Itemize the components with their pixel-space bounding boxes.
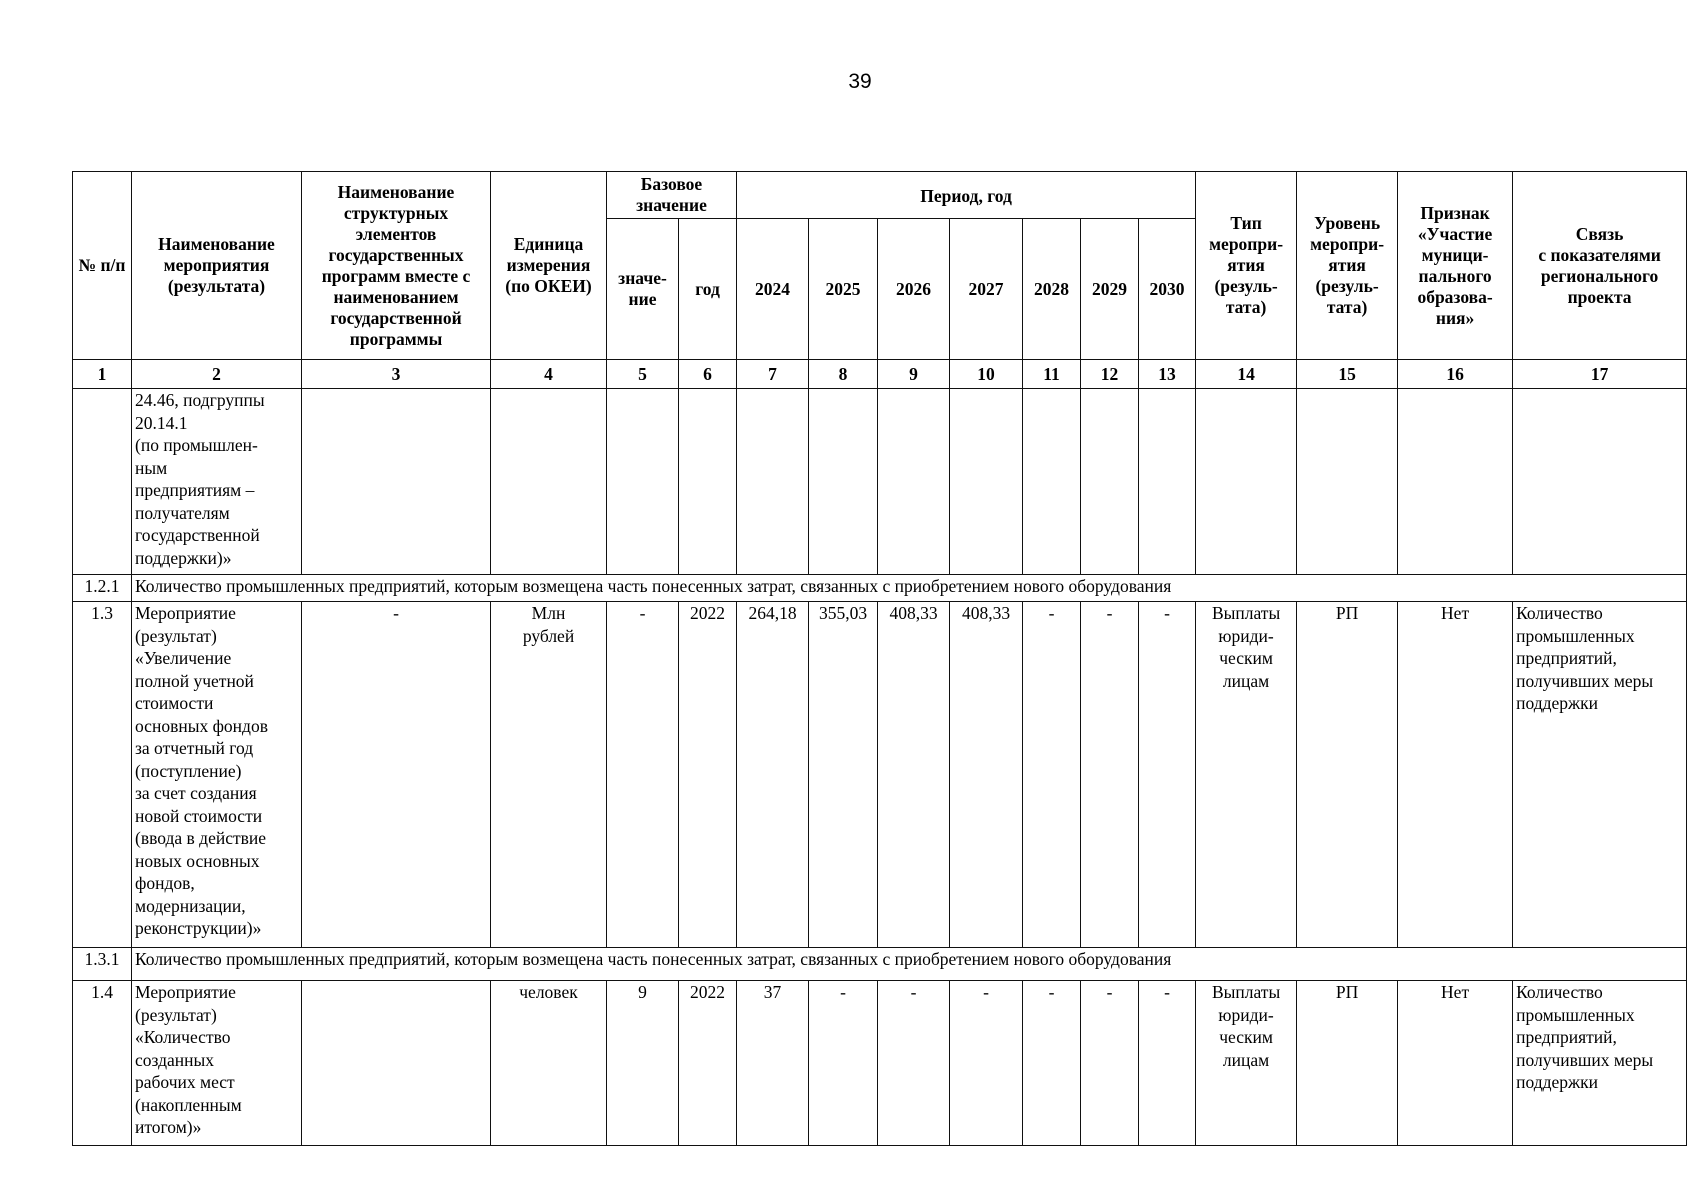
base-year: 2022 (679, 981, 737, 1146)
row-number: 1.4 (73, 981, 132, 1146)
unit-value: человек (491, 981, 607, 1146)
value-2030: - (1139, 602, 1196, 948)
header-year-2029: 2029 (1081, 219, 1139, 360)
value-2025: 355,03 (809, 602, 878, 948)
value-2024: 264,18 (737, 602, 809, 948)
column-number: 16 (1398, 360, 1513, 389)
header-measure-type: Тип меропри- ятия (резуль- тата) (1196, 172, 1297, 360)
column-number: 9 (878, 360, 950, 389)
column-number: 5 (607, 360, 679, 389)
value-2029: - (1081, 602, 1139, 948)
header-year-2026: 2026 (878, 219, 950, 360)
value-2028: - (1023, 602, 1081, 948)
column-number: 10 (950, 360, 1023, 389)
column-number: 15 (1297, 360, 1398, 389)
header-measure-level: Уровень меропри- ятия (резуль- тата) (1297, 172, 1398, 360)
header-year-2024: 2024 (737, 219, 809, 360)
header-year-2030: 2030 (1139, 219, 1196, 360)
row-number: 1.3 (73, 602, 132, 948)
header-year-2027: 2027 (950, 219, 1023, 360)
header-base-year: год (679, 219, 737, 360)
table-row-1-3 (73, 602, 1687, 948)
base-value: - (607, 602, 679, 948)
municipal-sign: Нет (1398, 602, 1513, 948)
base-value: 9 (607, 981, 679, 1146)
value-2025: - (809, 981, 878, 1146)
column-number: 8 (809, 360, 878, 389)
column-number: 2 (132, 360, 302, 389)
value-2028: - (1023, 981, 1081, 1146)
table-row-1-3-1 (73, 948, 1687, 981)
header-measure-name: Наименование мероприятия (результата) (132, 172, 302, 360)
column-number: 7 (737, 360, 809, 389)
column-number: 17 (1513, 360, 1687, 389)
column-number: 3 (302, 360, 491, 389)
measure-name: 24.46, подгруппы 20.14.1 (по промышлен- ным предприятиям – получателям государственной поддержки)» (132, 389, 302, 575)
header-year-2025: 2025 (809, 219, 878, 360)
project-link: Количество промышленных предприятий, получивших меры поддержки (1513, 602, 1687, 948)
table-row-1-4 (73, 981, 1687, 1146)
header-municipal-sign: Признак «Участие муници- пального образова- ния» (1398, 172, 1513, 360)
header-period: Период, год (737, 172, 1196, 219)
row-number: 1.2.1 (73, 575, 132, 602)
value-2026: - (878, 981, 950, 1146)
measure-level: РП (1297, 981, 1398, 1146)
value-2026: 408,33 (878, 602, 950, 948)
value-2029: - (1081, 981, 1139, 1146)
measure-name: Мероприятие (результат) «Количество созданных рабочих мест (накопленным итогом)» (132, 981, 302, 1146)
header-base-value-amount: значе- ние (607, 219, 679, 360)
column-number: 12 (1081, 360, 1139, 389)
column-number-row (73, 360, 1687, 389)
column-number: 13 (1139, 360, 1196, 389)
header-number: № п/п (73, 172, 132, 360)
measure-level: РП (1297, 602, 1398, 948)
header-project-link: Связь с показателями регионального проекта (1513, 172, 1687, 360)
column-number: 1 (73, 360, 132, 389)
measures-table (72, 171, 1687, 1146)
column-number: 6 (679, 360, 737, 389)
table-row-continuation (73, 389, 1687, 575)
project-link: Количество промышленных предприятий, получивших меры поддержки (1513, 981, 1687, 1146)
measure-name: Мероприятие (результат) «Увеличение полной учетной стоимости основных фондов за отчетный год (поступление) за счет создания новой стоимости (ввода в действие новых основных фондов, модернизации, реконструкции)» (132, 602, 302, 948)
value-2030: - (1139, 981, 1196, 1146)
base-year: 2022 (679, 602, 737, 948)
header-unit: Единица измерения (по ОКЕИ) (491, 172, 607, 360)
value-2027: - (950, 981, 1023, 1146)
unit-value: Млн рублей (491, 602, 607, 948)
measure-type: Выплаты юриди- ческим лицам (1196, 602, 1297, 948)
column-number: 11 (1023, 360, 1081, 389)
table-row-1-2-1 (73, 575, 1687, 602)
value-2027: 408,33 (950, 602, 1023, 948)
column-number: 4 (491, 360, 607, 389)
page-number: 39 (848, 70, 872, 93)
column-number: 14 (1196, 360, 1297, 389)
measure-type: Выплаты юриди- ческим лицам (1196, 981, 1297, 1146)
structural-elements-value: - (302, 602, 491, 948)
municipal-sign: Нет (1398, 981, 1513, 1146)
indicator-text: Количество промышленных предприятий, которым возмещена часть понесенных затрат, связанных с приобретением нового оборудования (132, 948, 1687, 981)
row-number: 1.3.1 (73, 948, 132, 981)
header-base-value: Базовое значение (607, 172, 737, 219)
structural-elements-value (302, 981, 491, 1146)
indicator-text: Количество промышленных предприятий, которым возмещена часть понесенных затрат, связанных с приобретением нового оборудования (132, 575, 1687, 602)
header-year-2028: 2028 (1023, 219, 1081, 360)
value-2024: 37 (737, 981, 809, 1146)
header-structural-elements: Наименование структурных элементов государственных программ вместе с наименованием государственной программы (302, 172, 491, 360)
